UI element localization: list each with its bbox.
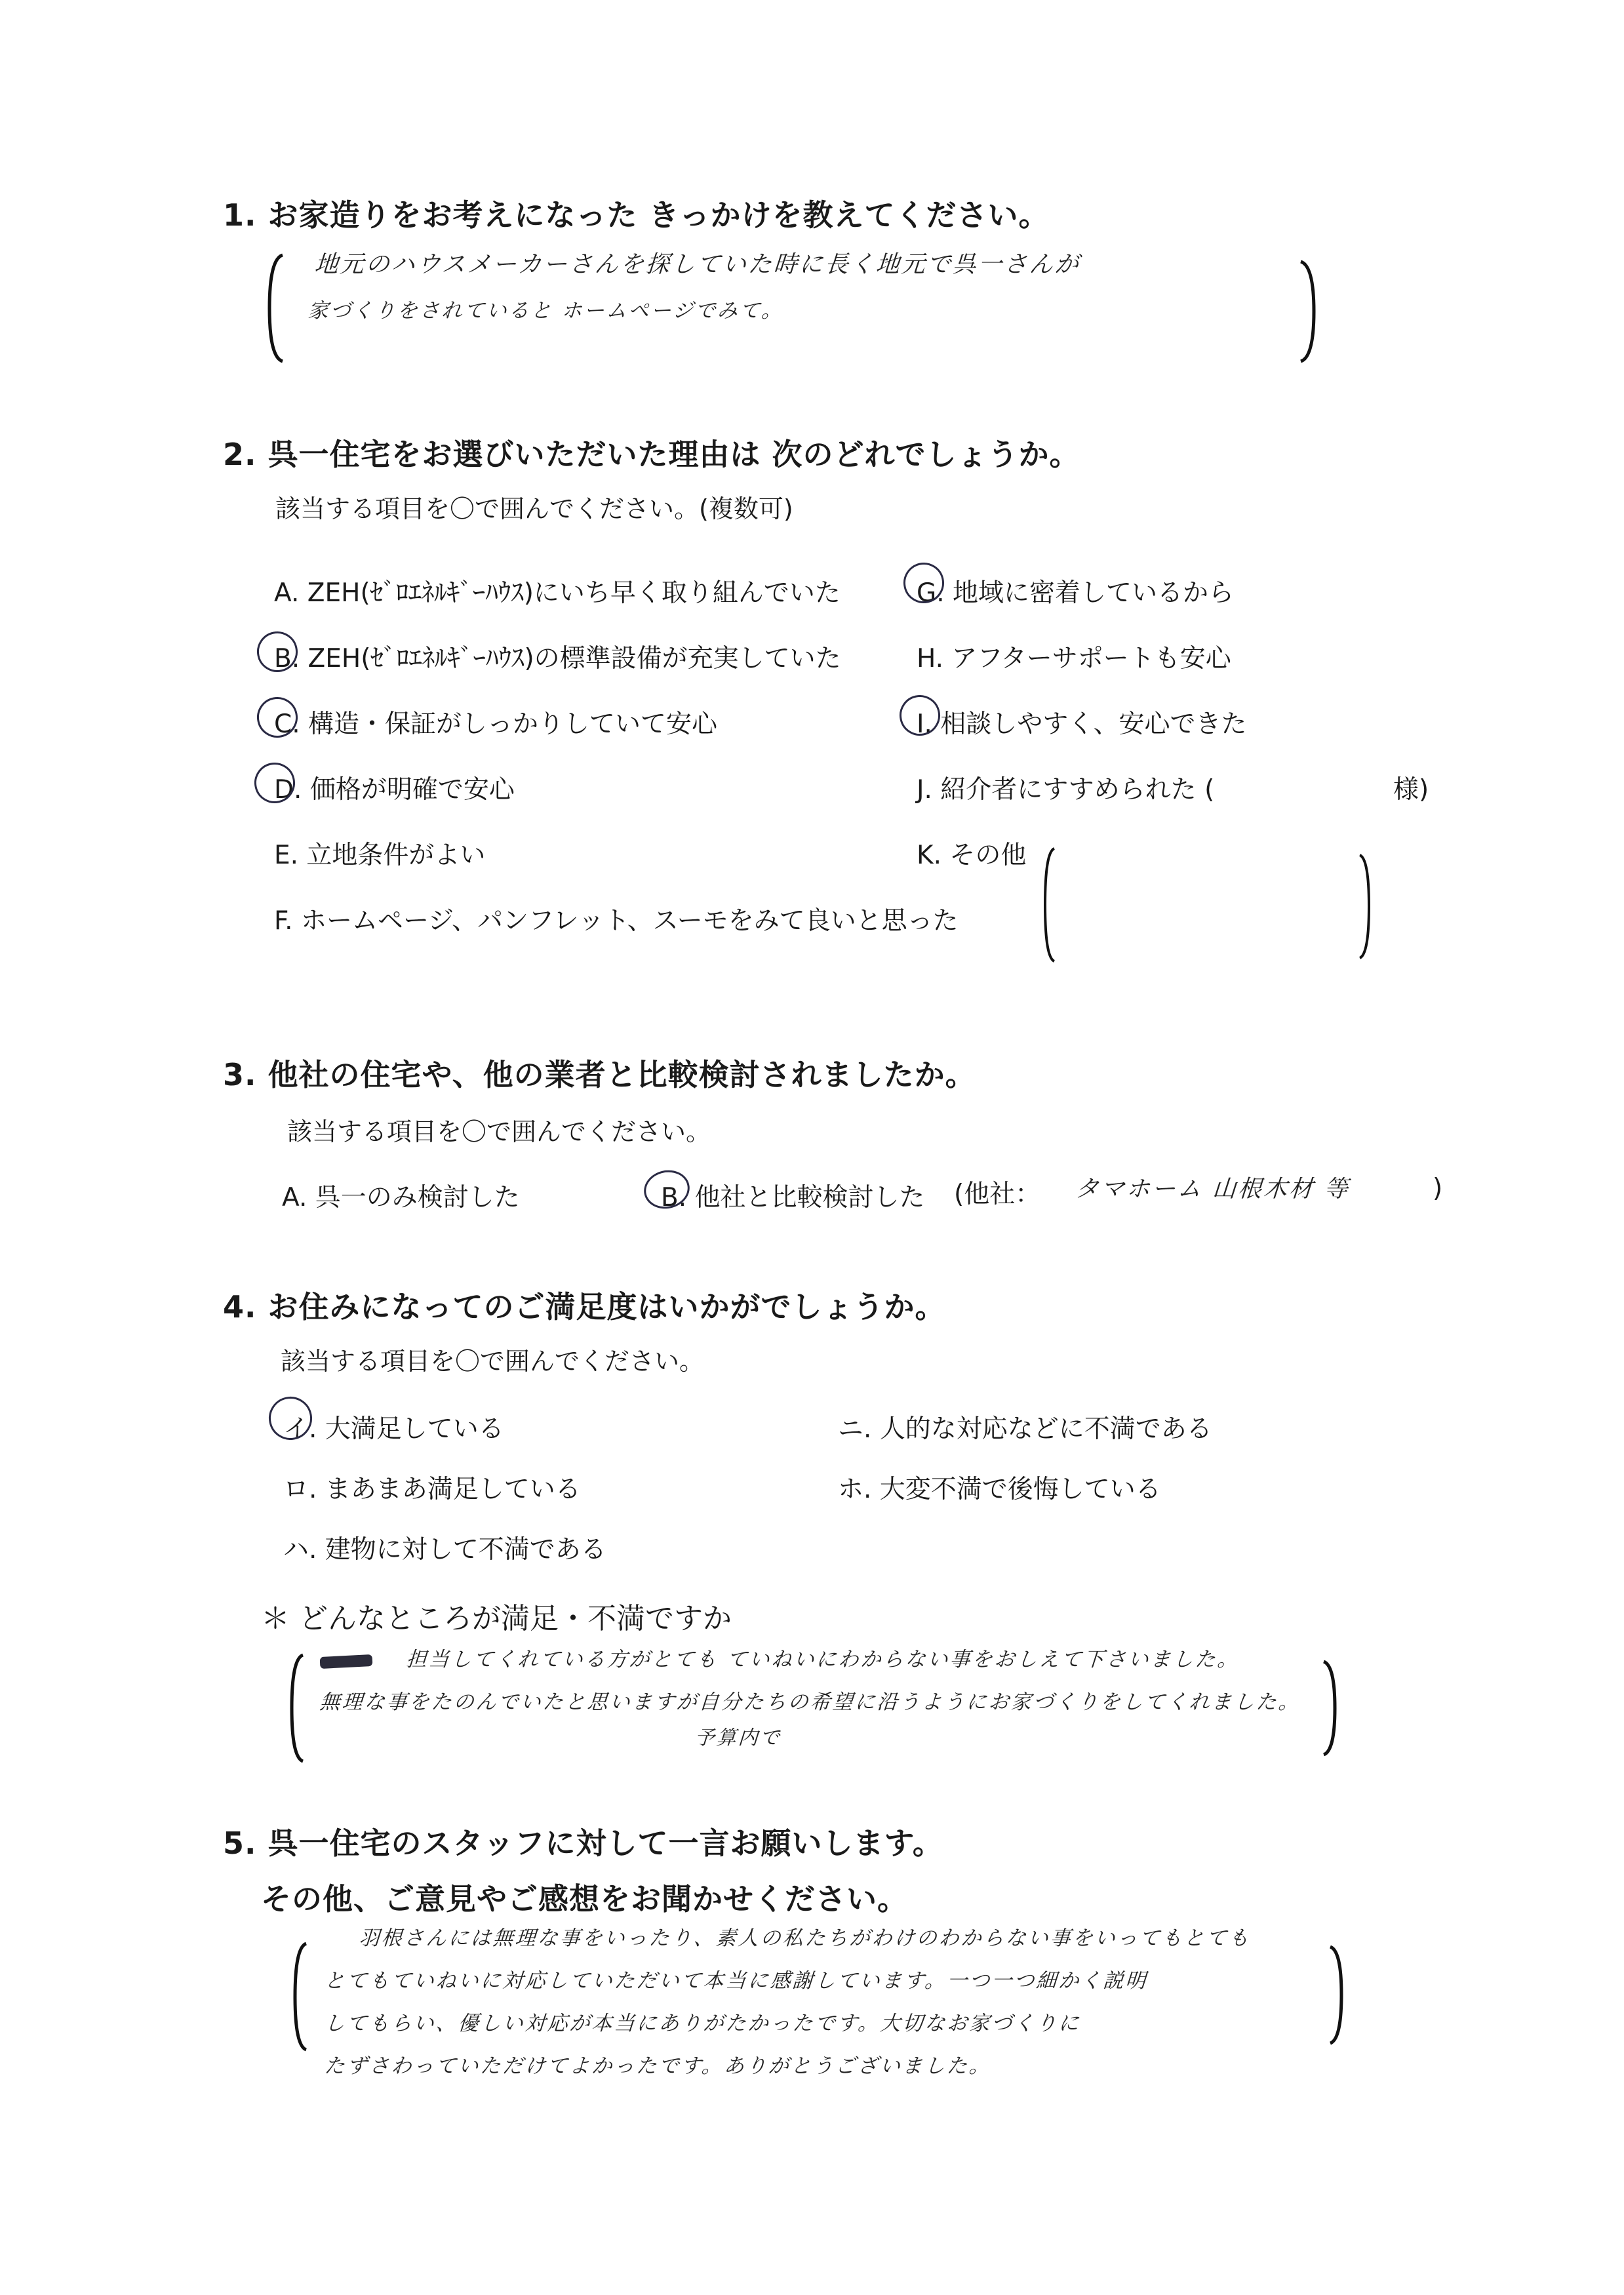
q4-sub-title: ＊ どんなところが満足・不満ですか [261,1602,732,1635]
q4-left-bracket [288,1652,306,1764]
q4-answer-insert: 予算内で [694,1726,782,1749]
q5-title-line-1: 5. 呉一住宅のスタッフに対して一言お願いします。 [223,1826,943,1861]
q4-note: 該当する項目を〇で囲んでください。 [281,1347,705,1376]
q4-option-ho: ホ. 大変不満で後悔している [838,1475,1161,1504]
q5-answer-line-4: たずさわっていただけてよかったです。ありがとうございました。 [323,2054,993,2078]
q2-other-left-bracket [1042,846,1057,964]
q2-option-k: K. その他 [917,841,1027,870]
q2-title: 2. 呉一住宅をお選びいただいた理由は 次のどれでしょうか。 [223,437,1080,472]
q4-right-bracket [1321,1659,1338,1757]
q2-option-c: C. 構造・保証がしっかりしていて安心 [274,709,718,739]
q3-close-paren: ) [1433,1174,1443,1203]
q2-option-i: I. 相談しやすく、安心できた [917,709,1247,739]
q5-answer-line-3: してもらい、優しい対応が本当にありがたかったです。大切なお家づくりに [323,2012,1082,2035]
q2-option-b: B. ZEH(ｾﾞﾛｴﾈﾙｷﾞｰﾊｳｽ)の標準設備が充実していた [274,644,841,673]
q3-note: 該当する項目を〇で囲んでください。 [287,1117,711,1146]
q3-option-a: A. 呉一のみ検討した [282,1183,520,1212]
q1-answer-line-1: 地元のハウスメーカーさんを探していた時に長く地元で呉一さんが [313,251,1082,278]
q2-note: 該当する項目を〇で囲んでください。(複数可) [275,494,793,523]
q1-left-bracket [266,252,285,364]
q2-option-d: D. 価格が明確で安心 [274,775,515,805]
q2-option-g: G. 地域に密着しているから [917,578,1235,608]
q5-right-bracket [1328,1944,1345,2046]
q4-answer-line-2: 無理な事をたのんでいたと思いますが自分たちの希望に沿うようにお家づくりをしてくれました。 [319,1690,1302,1714]
q5-answer-line-1: 羽根さんには無理な事をいったり、素人の私たちがわけのわからない事をいってもとても [358,1926,1252,1950]
q4-title: 4. お住みになってのご満足度はいかがでしょうか。 [223,1289,946,1325]
q4-option-ro: ロ. まあまあ満足している [283,1475,581,1504]
q1-answer-line-2: 家づくりをされていると ホームページでみて。 [307,299,785,323]
q2-option-h: H. アフターサポートも安心 [917,644,1231,673]
q2-option-a: A. ZEH(ｾﾞﾛｴﾈﾙｷﾞｰﾊｳｽ)にいち早く取り組んでいた [274,578,841,608]
q5-title-line-2: その他、ご意見やご感想をお聞かせください。 [261,1881,908,1917]
q4-option-i: イ. 大満足している [283,1414,504,1444]
q2-option-e: E. 立地条件がよい [274,841,486,870]
q4-answer-line-1: 担当してくれている方がとても ていねいにわからない事をおしえて下さいました。 [405,1648,1240,1671]
q1-title: 1. お家造りをお考えになった きっかけを教えてください。 [223,197,1050,233]
q2-option-j: J. 紹介者にすすめられた ( [917,775,1215,805]
q2-option-f: F. ホームページ、パンフレット、スーモをみて良いと思った [274,906,959,936]
q3-option-b: B. 他社と比較検討した [661,1183,925,1212]
q3-title: 3. 他社の住宅や、他の業者と比較検討されましたか。 [223,1057,976,1092]
q4-option-ni: ニ. 人的な対応などに不満である [838,1414,1212,1444]
q2-other-right-bracket [1357,852,1372,961]
q3-other-answer: タマホーム 山根木材 等 [1074,1176,1351,1203]
q3-other-label: (他社： [954,1180,1041,1209]
q4-option-ha: ハ. 建物に対して不満である [283,1535,606,1565]
q5-left-bracket [292,1941,309,2052]
q5-answer-line-2: とてもていねいに対応していただいて本当に感謝しています。一つ一つ細かく説明 [323,1969,1149,1993]
q1-right-bracket [1298,259,1318,364]
q2-option-j-sama: 様) [1393,775,1429,805]
q4-scribble-mark [320,1654,373,1669]
